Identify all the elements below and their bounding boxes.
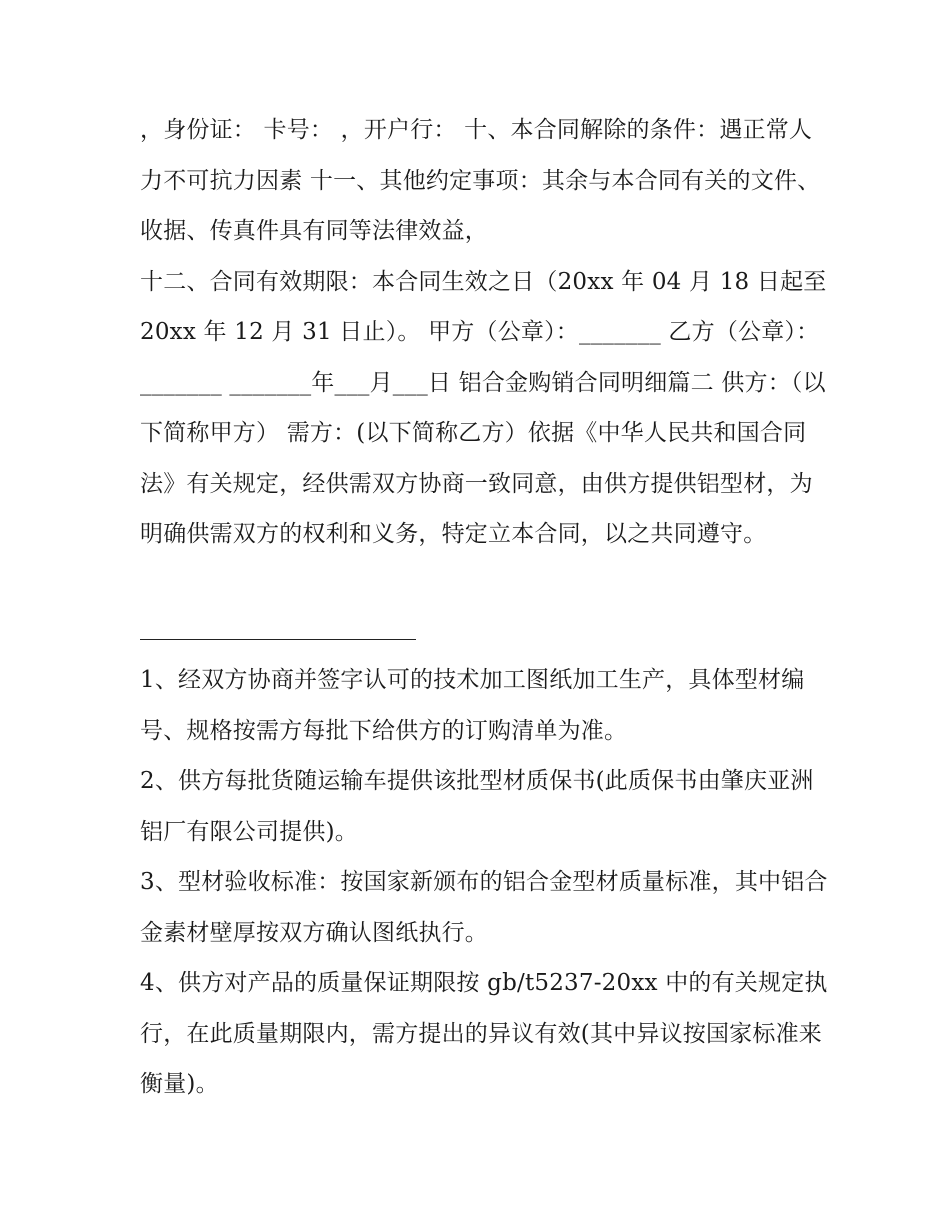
- list-item: 4、供方对产品的质量保证期限按 gb/t5237-20xx 中的有关规定执行，在此质量期限内，需方提出的异议有效(其中异议按国家标准来衡量)。: [140, 970, 828, 1097]
- list-item: 2、供方每批货随运输车提供该批型材质保书(此质保书由肇庆亚洲铝厂有限公司提供)。: [140, 768, 814, 845]
- list-item: 1、经双方协商并签字认可的技术加工图纸加工生产，具体型材编号、规格按需方每批下给供方的订购清单为准。: [140, 667, 805, 744]
- separator-line: [140, 639, 416, 640]
- contract-text-top: [140, 105, 830, 560]
- contract-items-list: [140, 655, 830, 1110]
- list-item: 3、型材验收标准：按国家新颁布的铝合金型材质量标准，其中铝合金素材壁厚按双方确认图纸执行。: [140, 869, 828, 946]
- paragraph-termination-clauses: ，身份证： 卡号： ，开户行： 十、本合同解除的条件：遇正常人力不可抗力因素 十一、其他约定事项：其余与本合同有关的文件、收据、传真件具有同等法律效益，: [140, 117, 821, 244]
- paragraph-validity-and-preamble: 十二、合同有效期限：本合同生效之日（20xx 年 04 月 18 日起至 20xx 年 12 月 31 日止）。 甲方（公章）：_______ 乙方（公章）：_______ _______年___月___日 铝合金购销合同明细篇二 供方：（以下简称甲方） 需方：(以下简称乙方）依据《中华人民共和国合同法》有关规定，经供需双方协商一致同意，由供方提供铝型材，为明确供需双方的权利和义务，特定立本合同，以之共同遵守。: [140, 268, 827, 547]
